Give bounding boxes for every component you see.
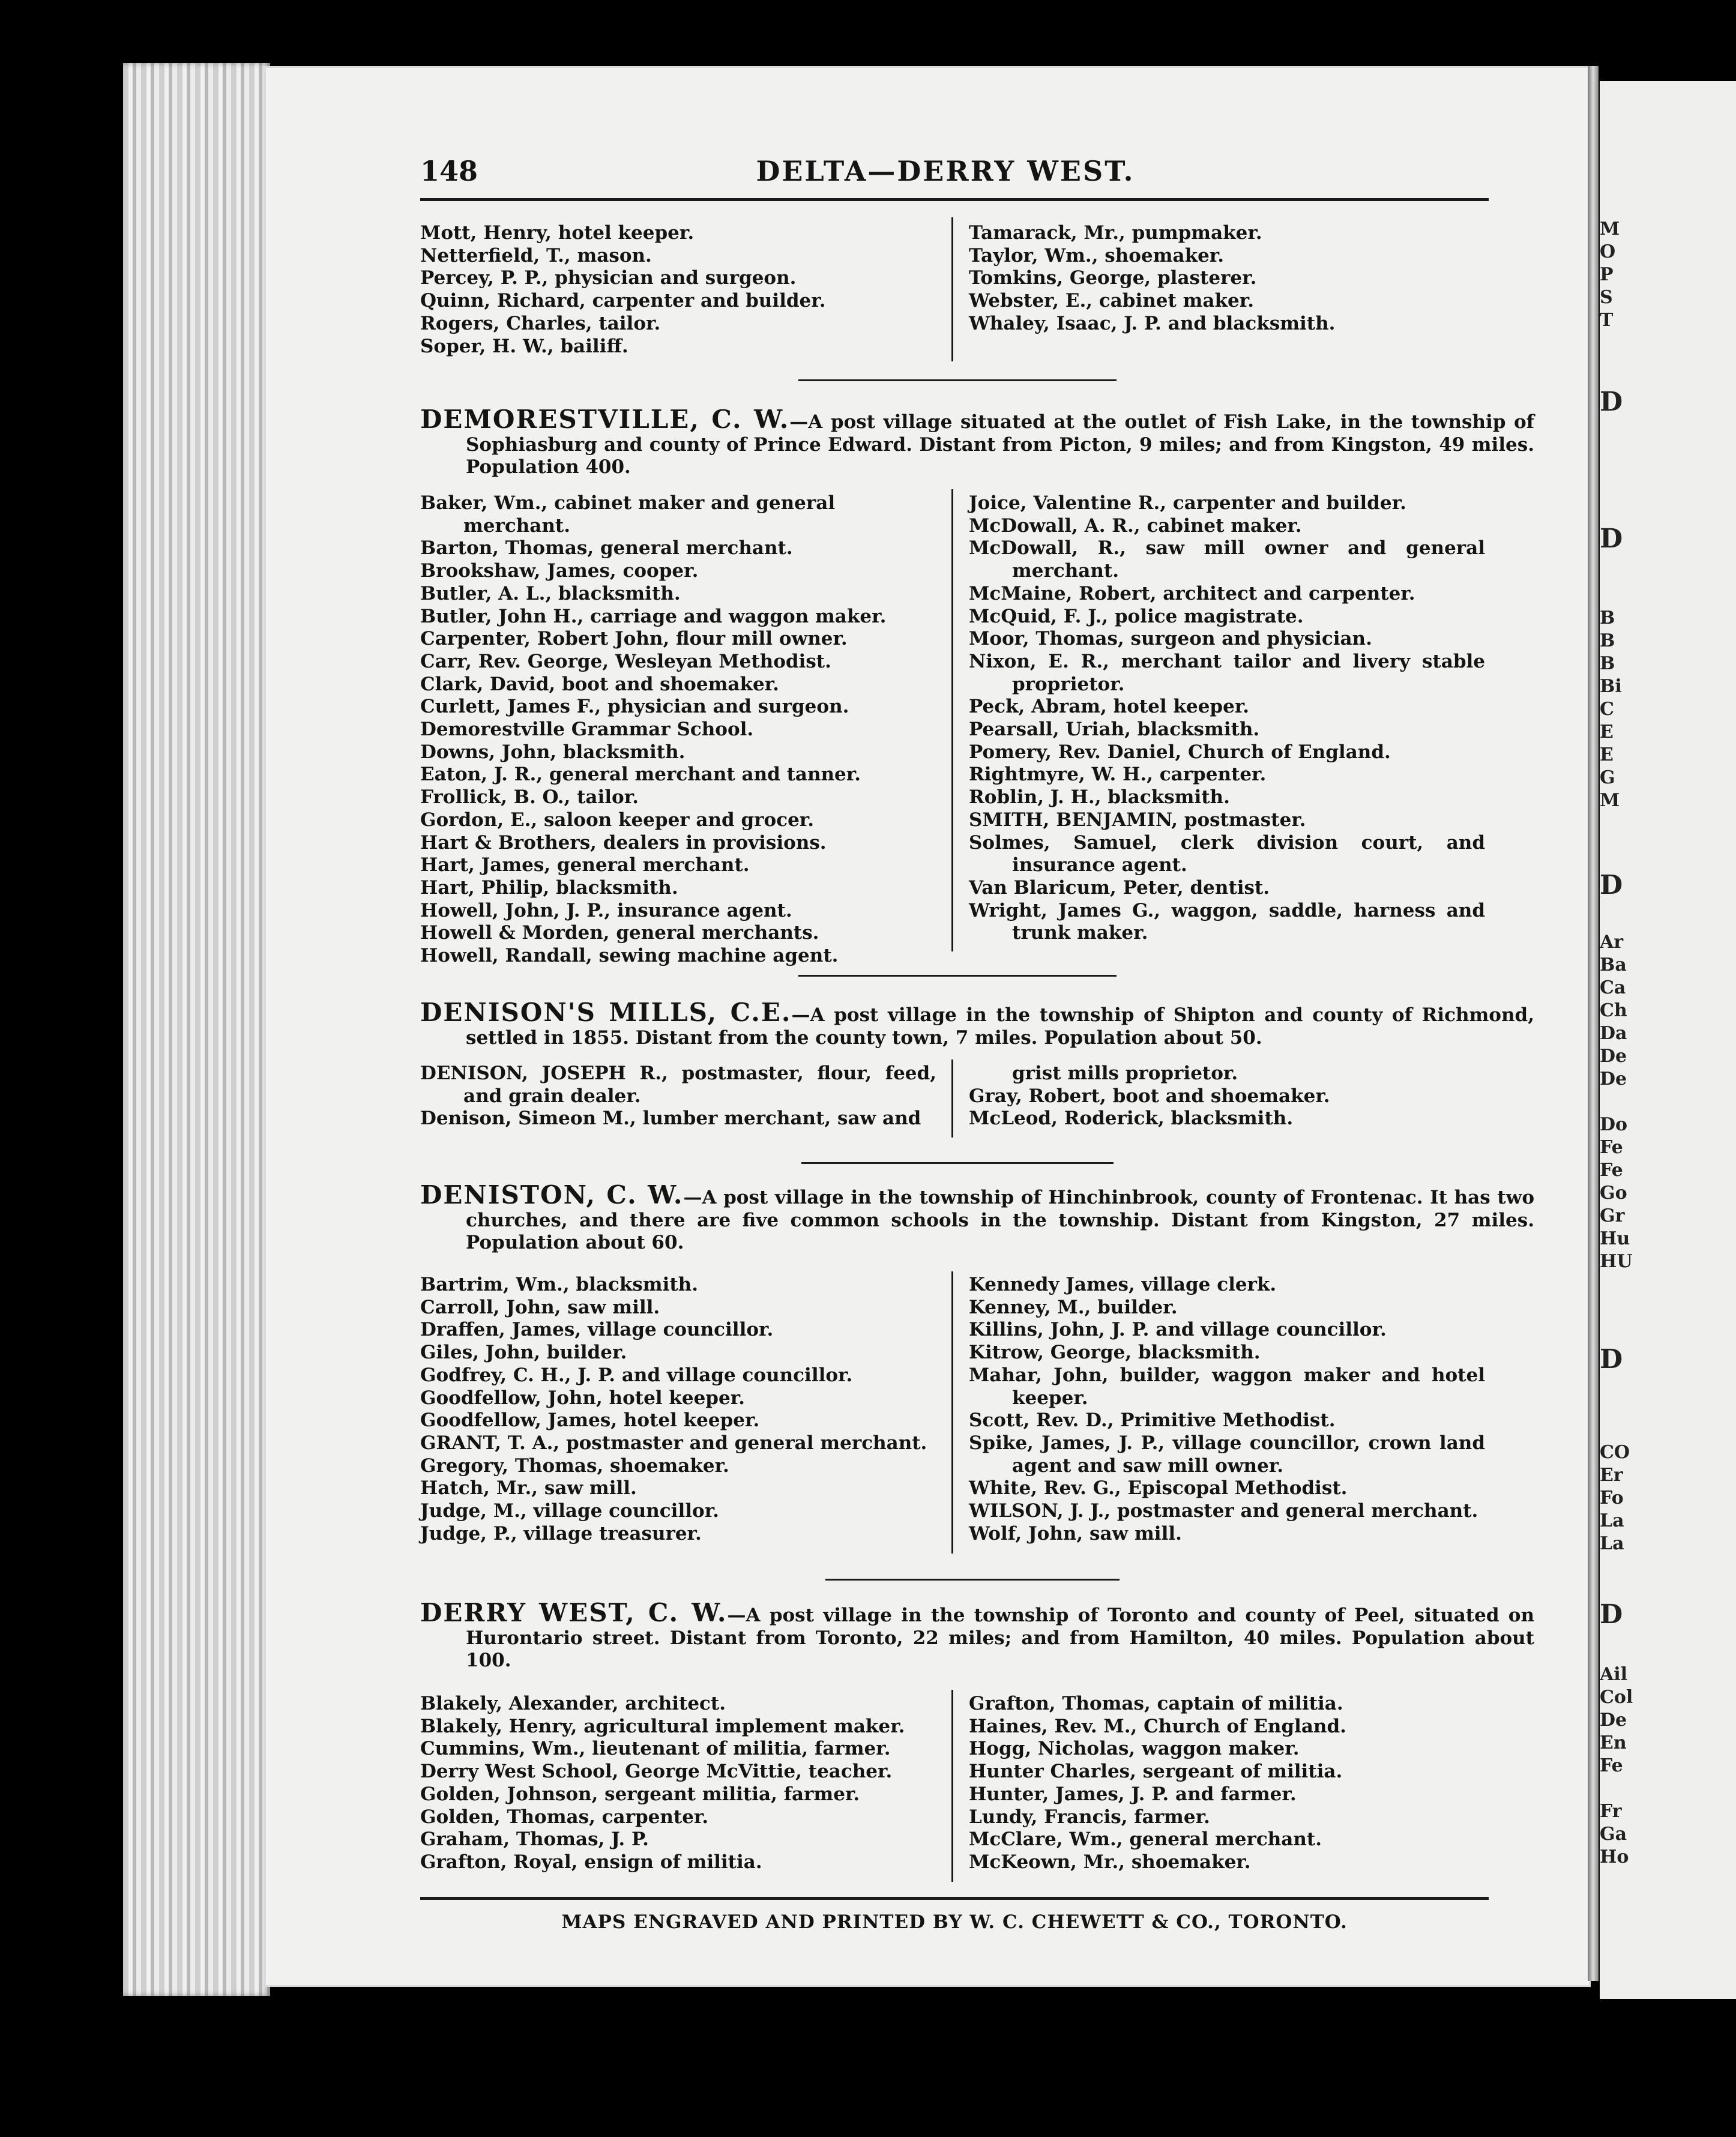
directory-entry: Spike, James, J. P., village councillor, crown land agent and saw mill owner. — [969, 1432, 1485, 1477]
next-page-fragment: D — [1600, 1344, 1623, 1375]
directory-entry: White, Rev. G., Episcopal Methodist. — [969, 1477, 1348, 1500]
footer-text: MAPS ENGRAVED AND PRINTED BY W. C. CHEWETT & CO., TORONTO. — [561, 1911, 1348, 1933]
section-intro-derry-west — [420, 1598, 1534, 1672]
directory-entry: Baker, Wm., cabinet maker and general merchant. — [420, 492, 836, 537]
directory-entry: Howell & Morden, general merchants. — [420, 922, 819, 944]
directory-entry: Draffen, James, village councillor. — [420, 1319, 774, 1341]
directory-entry: Grafton, Royal, ensign of militia. — [420, 1851, 762, 1873]
directory-entry: Golden, Johnson, sergeant militia, farmer. — [420, 1783, 860, 1805]
directory-entry: Wolf, John, saw mill. — [969, 1522, 1182, 1545]
directory-entry: Grafton, Thomas, captain of militia. — [969, 1693, 1343, 1714]
directory-entry: Whaley, Isaac, J. P. and blacksmith. — [969, 312, 1336, 334]
deniston-right-column — [969, 1274, 1485, 1545]
footer-rule — [420, 1897, 1489, 1900]
directory-entry: Blakely, Alexander, architect. — [420, 1693, 726, 1714]
directory-entry: Kennedy James, village clerk. — [969, 1274, 1277, 1295]
directory-entry: Denison, Simeon M., lumber merchant, saw and — [420, 1108, 921, 1130]
next-page-fragment: Gr — [1600, 1205, 1625, 1226]
next-page-fragment: Do — [1600, 1114, 1628, 1135]
directory-entry: Pomery, Rev. Daniel, Church of England. — [969, 741, 1391, 763]
column-divider — [951, 1059, 953, 1138]
denisons-mills-right-column — [969, 1062, 1485, 1130]
directory-entry: Mahar, John, builder, waggon maker and hotel keeper. — [969, 1364, 1485, 1409]
directory-entry: grist mills proprietor. — [1012, 1062, 1238, 1084]
next-page-fragment: Ar — [1600, 932, 1624, 953]
directory-entry: Howell, John, J. P., insurance agent. — [420, 899, 792, 921]
directory-entry: McDowall, R., saw mill owner and general merchant. — [969, 537, 1485, 582]
directory-entry: Hart, James, general merchant. — [420, 854, 750, 876]
directory-entry: Bartrim, Wm., blacksmith. — [420, 1274, 699, 1295]
directory-entry: Hart, Philip, blacksmith. — [420, 876, 678, 899]
directory-entry: Judge, P., village treasurer. — [420, 1522, 702, 1545]
next-page-fragment: D — [1600, 387, 1623, 417]
place-description: —A post village situated at the outlet of Fish Lake, in the township of Sophiasburg and county of Prince Edward. Distant from Picton, 9 miles; and from Kingston, 49 miles. Population 400. — [466, 411, 1534, 478]
next-page-fragment: Go — [1600, 1183, 1627, 1204]
directory-entry: Hart & Brothers, dealers in provisions. — [420, 831, 827, 854]
next-page-fragment: Ca — [1600, 977, 1626, 998]
directory-entry: Derry West School, George McVittie, teacher. — [420, 1761, 893, 1783]
directory-entry: Netterfield, T., mason. — [420, 244, 652, 267]
next-page-fragment: T — [1600, 310, 1614, 331]
directory-entry: Cummins, Wm., lieutenant of militia, farmer. — [420, 1738, 891, 1760]
next-page-fragment: M — [1600, 219, 1620, 240]
directory-entry: Blakely, Henry, agricultural implement maker. — [420, 1715, 905, 1737]
running-title: DELTA—DERRY WEST. — [756, 155, 1135, 187]
directory-entry: Solmes, Samuel, clerk division court, and insurance agent. — [969, 831, 1485, 876]
next-page-fragment: O — [1600, 241, 1616, 262]
place-name: DENISON'S MILLS, C.E. — [420, 998, 792, 1027]
directory-entry: Percey, P. P., physician and surgeon. — [420, 267, 797, 289]
directory-entry: McKeown, Mr., shoemaker. — [969, 1851, 1251, 1873]
directory-entry: Killins, John, J. P. and village councillor. — [969, 1319, 1387, 1341]
next-page-fragment: CO — [1600, 1442, 1630, 1463]
directory-entry: Kitrow, George, blacksmith. — [969, 1342, 1261, 1364]
directory-entry: Peck, Abram, hotel keeper. — [969, 696, 1250, 718]
section-separator — [798, 379, 1117, 381]
next-page-fragment: B — [1600, 607, 1615, 628]
next-page-fragment: De — [1600, 1710, 1627, 1731]
directory-entry: Soper, H. W., bailiff. — [420, 335, 628, 357]
directory-entry: Webster, E., cabinet maker. — [969, 290, 1255, 312]
directory-entry: Kenney, M., builder. — [969, 1296, 1178, 1318]
derry-west-left-column — [420, 1693, 936, 1874]
directory-entry: Rightmyre, W. H., carpenter. — [969, 764, 1267, 786]
directory-entry: McClare, Wm., general merchant. — [969, 1828, 1322, 1851]
directory-entry: GRANT, T. A., postmaster and general merchant. — [420, 1432, 927, 1454]
place-description: —A post village in the township of Shipton and county of Richmond, settled in 1855. Distant from the county town, 7 miles. Population about 50. — [466, 1004, 1534, 1049]
directory-entry: Godfrey, C. H., J. P. and village councillor. — [420, 1364, 853, 1386]
next-page-fragment: La — [1600, 1510, 1624, 1531]
next-page-fragment: E — [1600, 722, 1614, 743]
next-page-fragment: Ail — [1600, 1664, 1628, 1685]
derry-west-right-column — [969, 1693, 1485, 1874]
directory-entry: Tamarack, Mr., pumpmaker. — [969, 222, 1262, 244]
next-page-fragment: Ho — [1600, 1846, 1629, 1867]
column-divider — [951, 489, 953, 951]
next-page-fragment: De — [1600, 1046, 1627, 1067]
next-page-fragment: E — [1600, 744, 1614, 765]
denisons-mills-left-column — [420, 1062, 936, 1130]
directory-entry: Carr, Rev. George, Wesleyan Methodist. — [420, 650, 831, 672]
directory-entry: Lundy, Francis, farmer. — [969, 1806, 1210, 1828]
deniston-left-column — [420, 1274, 936, 1545]
directory-entry: Butler, A. L., blacksmith. — [420, 582, 681, 604]
next-page-fragment: D — [1600, 870, 1623, 900]
directory-entry: Roblin, J. H., blacksmith. — [969, 786, 1230, 809]
top-block-right-column — [969, 222, 1485, 336]
section-intro-deniston — [420, 1180, 1534, 1255]
directory-entry: Van Blaricum, Peter, dentist. — [969, 876, 1270, 899]
directory-entry: Gray, Robert, boot and shoemaker. — [969, 1085, 1330, 1107]
directory-entry: Joice, Valentine R., carpenter and builder. — [969, 492, 1406, 514]
next-page-fragment: D — [1600, 1599, 1623, 1630]
page-edges — [123, 63, 270, 1996]
directory-entry: Nixon, E. R., merchant tailor and livery stable proprietor. — [969, 650, 1485, 695]
next-page-fragment: Fr — [1600, 1801, 1622, 1822]
next-page-fragment: D — [1600, 523, 1623, 554]
place-description: —A post village in the township of Hinchinbrook, county of Frontenac. It has two churches, and there are five common schools in the township. Distant from Kingston, 27 miles. Population about 60. — [466, 1187, 1534, 1254]
directory-entry: Rogers, Charles, tailor. — [420, 312, 661, 334]
next-page-fragment: Da — [1600, 1023, 1627, 1044]
directory-entry: Judge, M., village councillor. — [420, 1500, 719, 1522]
next-page-fragment: Ga — [1600, 1824, 1627, 1845]
directory-entry: Hunter, James, J. P. and farmer. — [969, 1783, 1297, 1805]
directory-entry: Giles, John, builder. — [420, 1342, 627, 1364]
top-block-left-column — [420, 222, 936, 358]
column-divider — [951, 1690, 953, 1882]
next-page-fragment: M — [1600, 790, 1620, 811]
directory-entry: Hogg, Nicholas, waggon maker. — [969, 1738, 1300, 1760]
directory-entry: McQuid, F. J., police magistrate. — [969, 605, 1304, 627]
next-page-fragment: G — [1600, 767, 1615, 788]
demorestville-left-column — [420, 492, 936, 968]
next-page-fragment: Fe — [1600, 1755, 1623, 1776]
directory-entry: Hunter Charles, sergeant of militia. — [969, 1761, 1343, 1783]
next-page-fragment: HU — [1600, 1251, 1633, 1272]
directory-entry: DENISON, JOSEPH R., postmaster, flour, feed, and grain dealer. — [420, 1062, 936, 1107]
section-separator — [825, 1579, 1120, 1581]
directory-entry: Carpenter, Robert John, flour mill owner. — [420, 628, 848, 650]
place-name: DEMORESTVILLE, C. W. — [420, 405, 790, 434]
next-page-fragment: Er — [1600, 1465, 1623, 1486]
directory-entry: Graham, Thomas, J. P. — [420, 1828, 649, 1851]
section-separator — [801, 1162, 1114, 1164]
directory-entry: Gordon, E., saloon keeper and grocer. — [420, 809, 815, 831]
next-page-fragment: B — [1600, 630, 1615, 651]
directory-entry: Goodfellow, James, hotel keeper. — [420, 1409, 760, 1432]
directory-entry: Howell, Randall, sewing machine agent. — [420, 945, 839, 967]
next-page-fragment: P — [1600, 264, 1614, 285]
next-page-fragment: Bi — [1600, 676, 1622, 697]
next-page-edge — [1600, 81, 1736, 1999]
directory-entry: Taylor, Wm., shoemaker. — [969, 244, 1225, 267]
directory-entry: Downs, John, blacksmith. — [420, 741, 686, 763]
next-page-fragment: Ch — [1600, 1000, 1627, 1021]
directory-entry: Tomkins, George, plasterer. — [969, 267, 1257, 289]
page-spine — [1588, 66, 1599, 1981]
directory-entry: Brookshaw, James, cooper. — [420, 560, 699, 582]
place-description: —A post village in the township of Toronto and county of Peel, situated on Hurontario street. Distant from Toronto, 22 miles; and from Hamilton, 40 miles. Population about 100. — [466, 1605, 1534, 1672]
column-divider — [951, 1271, 953, 1554]
directory-entry: Gregory, Thomas, shoemaker. — [420, 1454, 729, 1477]
header-rule — [420, 198, 1489, 201]
next-page-fragment: Col — [1600, 1687, 1633, 1708]
next-page-fragment: Hu — [1600, 1228, 1630, 1249]
place-name: DERRY WEST, C. W. — [420, 1598, 728, 1627]
directory-entry: Barton, Thomas, general merchant. — [420, 537, 793, 559]
directory-entry: Eaton, J. R., general merchant and tanner. — [420, 764, 861, 786]
next-page-fragment: Fe — [1600, 1137, 1623, 1158]
next-page-fragment: B — [1600, 653, 1615, 674]
place-name: DENISTON, C. W. — [420, 1180, 684, 1210]
demorestville-right-column — [969, 492, 1485, 945]
directory-entry: Wright, James G., waggon, saddle, harness and trunk maker. — [969, 899, 1485, 944]
directory-entry: McLeod, Roderick, blacksmith. — [969, 1108, 1294, 1130]
directory-entry: WILSON, J. J., postmaster and general merchant. — [969, 1500, 1478, 1522]
section-separator — [798, 975, 1117, 977]
directory-entry: Hatch, Mr., saw mill. — [420, 1477, 637, 1500]
directory-entry: Frollick, B. O., tailor. — [420, 786, 639, 809]
directory-entry: Pearsall, Uriah, blacksmith. — [969, 719, 1260, 741]
directory-entry: Haines, Rev. M., Church of England. — [969, 1715, 1346, 1737]
directory-entry: McMaine, Robert, architect and carpenter. — [969, 582, 1415, 604]
directory-entry: Carroll, John, saw mill. — [420, 1296, 660, 1318]
directory-entry: Mott, Henry, hotel keeper. — [420, 222, 695, 244]
next-page-fragment: La — [1600, 1533, 1624, 1554]
directory-entry: Scott, Rev. D., Primitive Methodist. — [969, 1409, 1336, 1432]
directory-entry: SMITH, BENJAMIN, postmaster. — [969, 809, 1306, 831]
next-page-fragment: Fo — [1600, 1487, 1624, 1509]
next-page-fragment: Ba — [1600, 954, 1627, 975]
directory-entry: Moor, Thomas, surgeon and physician. — [969, 628, 1372, 650]
directory-entry: Curlett, James F., physician and surgeon. — [420, 696, 849, 718]
directory-entry: Clark, David, boot and shoemaker. — [420, 673, 779, 695]
next-page-fragment: S — [1600, 287, 1613, 308]
directory-entry: Goodfellow, John, hotel keeper. — [420, 1387, 745, 1409]
page-number: 148 — [420, 155, 478, 187]
column-divider — [951, 217, 953, 361]
directory-entry: Golden, Thomas, carpenter. — [420, 1806, 709, 1828]
next-page-fragment: Fe — [1600, 1160, 1623, 1181]
directory-entry: Demorestville Grammar School. — [420, 719, 754, 741]
section-intro-denisons-mills — [420, 998, 1534, 1049]
directory-entry: McDowall, A. R., cabinet maker. — [969, 514, 1302, 537]
next-page-fragment: En — [1600, 1732, 1627, 1753]
next-page-fragment: De — [1600, 1068, 1627, 1090]
directory-entry: Quinn, Richard, carpenter and builder. — [420, 290, 826, 312]
next-page-fragment: C — [1600, 699, 1614, 720]
section-intro-demorestville — [420, 405, 1534, 479]
directory-entry: Butler, John H., carriage and waggon maker. — [420, 605, 887, 627]
